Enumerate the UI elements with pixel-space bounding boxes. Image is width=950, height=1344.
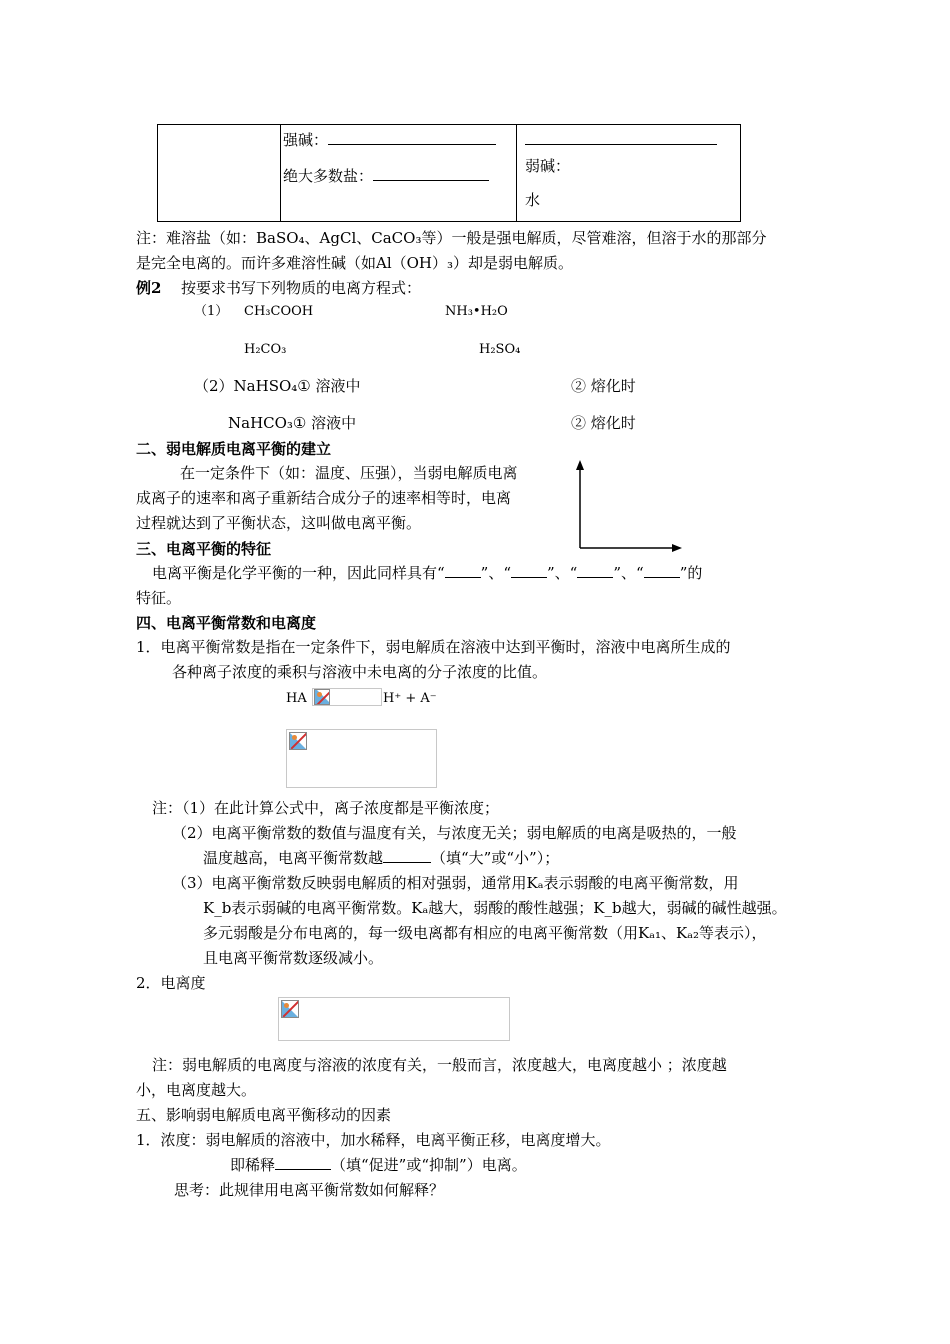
broken-image-icon — [289, 732, 307, 750]
section4-note-3-line4: 且电离平衡常数逐级减小。 — [203, 949, 384, 967]
section5-p1b-text-a: 即稀释 — [230, 1156, 276, 1174]
note1-line2: 是完全电离的。而许多难溶性碱（如Al（OH）₃）却是弱电解质。 — [136, 254, 574, 272]
formula-h2so4: H₂SO₄ — [479, 342, 521, 357]
formula-h2co3: H₂CO₃ — [244, 342, 287, 357]
water-label: 水 — [525, 191, 541, 209]
section3-text-a: 电离平衡是化学平衡的一种，因此同样具有“ — [152, 564, 445, 582]
weak-base-label: 弱碱： — [525, 157, 571, 175]
feature-blank-1[interactable] — [445, 577, 481, 578]
electrolyte-table — [157, 124, 741, 222]
formula-ch3cooh: CH₃COOH — [244, 304, 314, 319]
temperature-effect-blank[interactable] — [383, 862, 431, 863]
section4-note-2-line1: （2）电离平衡常数的数值与温度有关，与浓度无关；弱电解质的电离是吸热的，一般 — [172, 824, 737, 842]
section4-note-3-line1: （3）电离平衡常数反映弱电解质的相对强弱，通常用Kₐ表示弱酸的电离平衡常数，用 — [172, 874, 739, 892]
note1-line1: 注：难溶盐（如：BaSO₄、AgCl、CaCO₃等）一般是强电解质，尽管难溶，但溶于水的那部分 — [136, 229, 767, 247]
section3-sep-1: ”、“ — [480, 564, 512, 582]
table-cell-weak — [517, 125, 741, 222]
section4-note-degree-line2: 小，电离度越大。 — [136, 1081, 257, 1099]
broken-image-icon — [314, 689, 330, 705]
section3-heading: 三、电离平衡的特征 — [136, 540, 272, 558]
section2-heading: 二、弱电解质电离平衡的建立 — [136, 440, 332, 458]
ionization-degree-formula-image — [278, 997, 510, 1041]
most-salts-blank[interactable] — [373, 165, 489, 181]
section4-note-3-line2: K_b表示弱碱的电离平衡常数。Kₐ越大，弱酸的酸性越强；K_b越大，弱碱的碱性越强。 — [203, 899, 787, 917]
section4-note-degree-line1: 注：弱电解质的电离度与溶液的浓度有关，一般而言，浓度越大，电离度越小 ；浓度越 — [152, 1056, 727, 1074]
section3-text-end: ”的 — [679, 564, 703, 582]
equation-right: H⁺ + A⁻ — [383, 691, 437, 706]
section4-heading: 四、电离平衡常数和电离度 — [136, 614, 317, 632]
section5-p1b-text-b: （填“促进”或“抑制”）电离。 — [331, 1156, 527, 1174]
section3-line2: 特征。 — [136, 589, 182, 607]
note2-text-a: 温度越高，电离平衡常数越 — [203, 849, 384, 867]
most-salts-line — [283, 165, 489, 186]
note2-text-b: （填“大”或“小”）； — [431, 849, 560, 867]
example2-nahso4-molten: ② 熔化时 — [571, 377, 636, 395]
example2-label: 例2 — [136, 279, 162, 297]
most-salts-label: 绝大多数盐： — [283, 167, 374, 185]
section4-note-2-line2 — [203, 848, 559, 868]
ka-formula-image — [286, 729, 437, 788]
section5-heading: 五、影响弱电解质电离平衡移动的因素 — [136, 1106, 392, 1124]
section2-line3: 过程就达到了平衡状态，这叫做电离平衡。 — [136, 514, 422, 532]
feature-blank-3[interactable] — [577, 577, 613, 578]
example2-item1-number: （1） — [194, 304, 229, 319]
table-cell-empty — [158, 125, 281, 222]
broken-image-icon — [281, 1000, 299, 1018]
section3-sep-3: ”、“ — [613, 564, 644, 582]
example2-nahco3-solution: NaHCO₃① 溶液中 — [228, 414, 357, 432]
x-axis-arrow-icon — [672, 544, 682, 552]
formula-nh3h2o: NH₃•H₂O — [445, 304, 508, 319]
weak-top-line — [525, 129, 717, 149]
section3-line1 — [152, 563, 702, 583]
y-axis-arrow-icon — [576, 460, 584, 470]
section4-p1-line1: 1．电离平衡常数是指在一定条件下，弱电解质在溶液中达到平衡时，溶液中电离所生成的 — [136, 638, 731, 656]
section3-sep-2: ”、“ — [547, 564, 578, 582]
example2-text: 按要求书写下列物质的电离方程式： — [181, 279, 422, 297]
rate-time-axes — [570, 458, 690, 558]
section2-line2: 成离子的速率和离子重新结合成分子的速率相等时，电离 — [136, 489, 512, 507]
weak-top-blank[interactable] — [525, 129, 717, 145]
section5-p1b — [230, 1155, 527, 1175]
table-cell-strong — [281, 125, 517, 222]
equilibrium-arrow-image — [312, 688, 382, 706]
section2-line1: 在一定条件下（如：温度、压强），当弱电解质电离 — [180, 464, 518, 482]
feature-blank-2[interactable] — [511, 577, 547, 578]
example2-nahco3-molten: ② 熔化时 — [571, 414, 636, 432]
example2-nahso4-solution: （2）NaHSO₄① 溶液中 — [194, 377, 361, 395]
strong-base-label: 强碱： — [283, 131, 329, 149]
strong-base-blank[interactable] — [328, 129, 496, 145]
section4-p2: 2．电离度 — [136, 974, 206, 992]
section4-note-3-line3: 多元弱酸是分布电离的，每一级电离都有相应的电离平衡常数（用Kₐ₁、Kₐ₂等表示）， — [203, 924, 767, 942]
dilution-effect-blank[interactable] — [275, 1169, 331, 1170]
strong-base-line — [283, 129, 496, 150]
section4-p1-line2: 各种离子浓度的乘积与溶液中未电离的分子浓度的比值。 — [172, 663, 548, 681]
section5-p1: 1．浓度：弱电解质的溶液中，加水稀释，电离平衡正移，电离度增大。 — [136, 1131, 611, 1149]
section5-think: 思考：此规律用电离平衡常数如何解释？ — [174, 1181, 445, 1199]
equation-left: HA — [286, 691, 307, 706]
feature-blank-4[interactable] — [644, 577, 680, 578]
section4-note-1: 注：（1）在此计算公式中，离子浓度都是平衡浓度； — [152, 799, 500, 817]
